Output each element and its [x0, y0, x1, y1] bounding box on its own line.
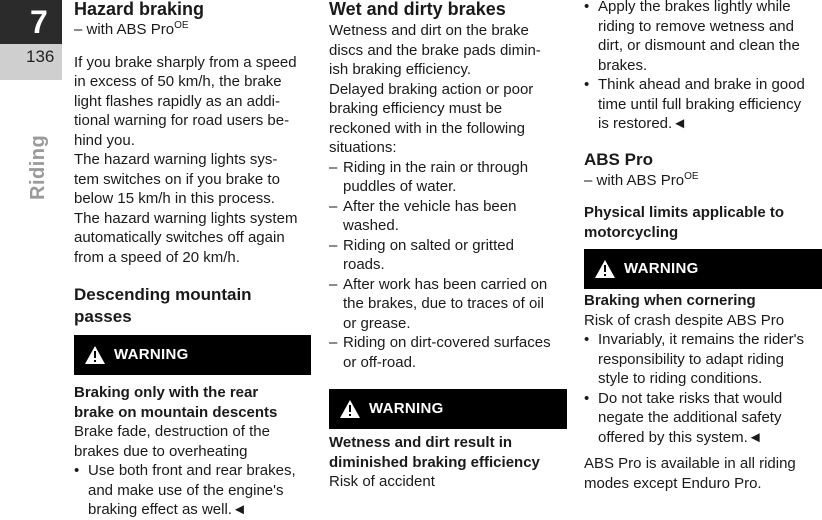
- dash-mark: –: [329, 334, 338, 351]
- list-item: • Think ahead and brake in good time until full braking efficiency is restored.◄: [584, 76, 805, 132]
- bullet-mark: •: [584, 76, 590, 93]
- warning-label: WARNING: [114, 346, 189, 364]
- list-item: – After work has been carried on the brakes, due to traces of oil or grease.: [329, 275, 548, 332]
- section-title-descending: Descending mountain passes: [74, 285, 252, 326]
- text-line: The hazard warning lights system: [74, 209, 298, 227]
- warning-label: WARNING: [624, 260, 699, 278]
- list-item: – Riding in the rain or through puddles of water.: [329, 158, 529, 195]
- section-subtitle: – with ABS Pro$^{OE}$: [74, 20, 189, 38]
- bullet-mark: •: [584, 389, 590, 407]
- hazard-braking-text: [74, 53, 314, 268]
- text-line: If you brake sharply from a speed: [74, 53, 297, 71]
- warning-triangle-icon: [594, 259, 616, 279]
- column-1: [74, 0, 314, 520]
- text-line: situations:: [329, 139, 397, 156]
- warning-triangle-icon: [339, 399, 361, 419]
- list-item: – Riding on dirt-covered surfaces or off-road.: [329, 334, 551, 371]
- dash-mark: –: [329, 275, 338, 293]
- warning-banner: [584, 249, 822, 289]
- chapter-tab: [0, 0, 62, 80]
- text-line: The hazard warning lights sys-: [74, 151, 278, 168]
- dash-mark: –: [329, 158, 338, 176]
- warning-text: Brake fade, destruction of the brakes due to overheating: [74, 423, 270, 460]
- physical-limits-heading: Physical limits applicable to motorcycling: [584, 204, 785, 241]
- text-line: light flashes rapidly as an addi-: [74, 92, 280, 110]
- text-line: braking efficiency must be: [329, 100, 503, 117]
- text-line: reckoned with in the following: [329, 119, 525, 137]
- closing-text: ABS Pro is available in all riding modes except Enduro Pro.: [584, 455, 796, 492]
- warning-title: Braking only with the rear brake on mountain descents: [74, 384, 278, 421]
- chapter-number: 7: [30, 4, 48, 40]
- list-item: • Invariably, it remains the rider's responsibility to adapt riding style to riding conditions.: [584, 331, 804, 387]
- column-3: [584, 0, 822, 493]
- text-line: discs and the brake pads dimin-: [329, 41, 541, 59]
- warning-banner: [329, 389, 567, 429]
- warning-title: Wetness and dirt result in diminished braking efficiency: [329, 434, 540, 471]
- section-subtitle: – with ABS Pro$^{OE}$: [584, 170, 699, 189]
- warning-title: Braking when cornering: [584, 292, 756, 309]
- oe-superscript: OE: [684, 170, 699, 182]
- warning-label: WARNING: [369, 400, 444, 418]
- list-item: • Apply the brakes lightly while riding to remove wetness and dirt, or dismount and clean the brakes.: [584, 0, 822, 75]
- warning-banner: [74, 335, 311, 375]
- section-title-hazard-braking: Hazard braking: [74, 0, 205, 19]
- text-line: from a speed of 20 km/h.: [74, 248, 240, 266]
- list-item: – Riding on salted or gritted roads.: [329, 236, 514, 273]
- chapter-side-label: Riding: [27, 134, 49, 200]
- dash-mark: –: [329, 197, 338, 215]
- list-item: – After the vehicle has been washed.: [329, 197, 517, 234]
- warning-triangle-icon: [84, 345, 106, 365]
- column-2: [329, 0, 569, 492]
- oe-superscript: OE: [174, 20, 189, 31]
- text-line: tional warning for road users be-: [74, 112, 290, 129]
- section-title-abs-pro: ABS Pro: [584, 149, 653, 169]
- text-line: tem switches on if you brake to: [74, 170, 280, 188]
- text-line: Wetness and dirt on the brake: [329, 22, 529, 39]
- text-line: Delayed braking action or poor: [329, 80, 534, 98]
- text-line: automatically switches off again: [74, 229, 285, 246]
- list-item: • Do not take risks that would negate the additional safety offered by this system.◄: [584, 389, 783, 446]
- text-line: ish braking efficiency.: [329, 61, 472, 78]
- text-line: in excess of 50 km/h, the brake: [74, 73, 282, 90]
- bullet-mark: •: [584, 331, 590, 348]
- section-title-wet-brakes: Wet and dirty brakes: [329, 0, 506, 19]
- bullet-mark: •: [74, 462, 80, 479]
- list-item: • Use both front and rear brakes, and make use of the engine's braking effect as well.◄: [74, 462, 296, 518]
- text-line: below 15 km/h in this process.: [74, 190, 275, 207]
- wet-brakes-text: [329, 21, 569, 158]
- warning-text: Risk of accident: [329, 473, 435, 490]
- text-line: hind you.: [74, 131, 135, 149]
- dash-mark: –: [329, 236, 338, 254]
- bullet-mark: •: [584, 0, 590, 15]
- page-number: 136: [26, 47, 55, 66]
- warning-text: Risk of crash despite ABS Pro: [584, 311, 785, 329]
